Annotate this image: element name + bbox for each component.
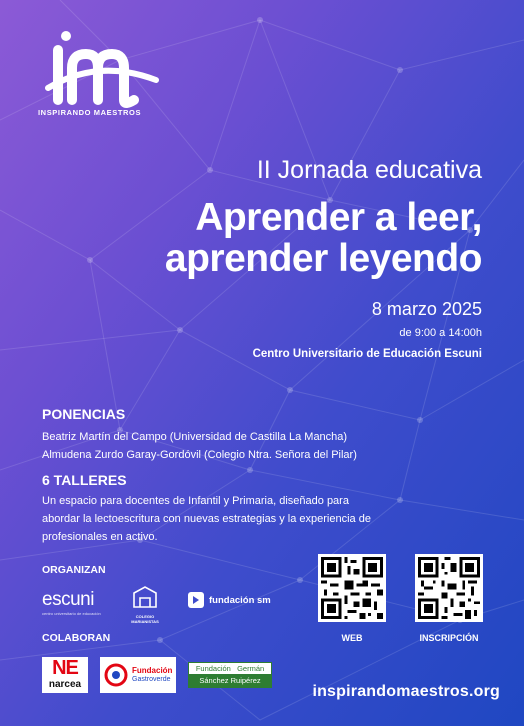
gastroverde-logo [100, 657, 176, 693]
event-subtitle: II Jornada educativa [256, 156, 482, 184]
marianistas-logo [128, 585, 162, 624]
fundacion-sm-text: fundación sm [209, 594, 271, 606]
qr-web-icon [321, 557, 383, 619]
talleres-line: Un espacio para docentes de Infantil y Primaria, diseñado para [42, 495, 349, 507]
fgsr-logo [188, 662, 272, 688]
qr-inscripcion-label: INSCRIPCIÓN [419, 633, 479, 643]
sm-icon [188, 592, 204, 608]
escuni-wordmark: escuni [42, 589, 94, 610]
website-link[interactable]: inspirandomaestros.org [312, 683, 500, 700]
fgsr-line-1: Fundación Germán [195, 664, 265, 673]
talleres-description [42, 492, 371, 546]
colaboran-heading: COLABORAN [42, 632, 111, 644]
narcea-text: narcea [48, 679, 82, 690]
escuni-logo [42, 589, 101, 616]
gastroverde-emblem-icon [103, 662, 129, 688]
gastroverde-line-2: Gastroverde [132, 676, 171, 683]
ponencias-list [42, 428, 357, 464]
qr-code-inscripcion[interactable] [415, 554, 483, 622]
talleres-line: profesionales en activo. [42, 531, 158, 543]
talleres-line: abordar la lectoescritura con nuevas estrategias y la experiencia de [42, 513, 371, 525]
narcea-logo [42, 657, 88, 693]
title-line-1: Aprender a leer, [195, 196, 482, 239]
building-icon [132, 585, 158, 609]
event-venue: Centro Universitario de Educación Escuni [252, 348, 482, 360]
event-time: de 9:00 a 14:00h [399, 327, 482, 339]
gastroverde-text [132, 666, 172, 684]
gastroverde-line-1: Fundación [132, 666, 173, 675]
title-line-2: aprender leyendo [164, 237, 482, 280]
event-date: 8 marzo 2025 [371, 299, 482, 319]
speaker-item: Almudena Zurdo Garay-Gordóvil (Colegio Ntra. Señora del Pilar) [42, 449, 357, 461]
logo-text: INSPIRANDO MAESTROS [38, 108, 142, 117]
escuni-subtext: centro universitario de educación [42, 611, 101, 616]
ponencias-heading: PONENCIAS [42, 406, 126, 422]
qr-code-web[interactable] [318, 554, 386, 622]
organizan-heading: ORGANIZAN [42, 564, 106, 576]
talleres-heading: 6 TALLERES [42, 472, 127, 488]
marianistas-text: COLEGIO MARIANISTAS [131, 614, 159, 624]
fgsr-line-2: Sánchez Ruipérez [189, 674, 271, 687]
narcea-mark: NE [52, 657, 78, 679]
speaker-item: Beatriz Martín del Campo (Universidad de Castilla La Mancha) [42, 431, 348, 443]
qr-web-label: WEB [341, 633, 363, 643]
im-logo-mark [38, 28, 168, 108]
inspirando-maestros-logo [38, 28, 168, 117]
fundacion-sm-logo [188, 592, 271, 608]
event-title [165, 197, 482, 279]
qr-inscripcion-icon [418, 557, 480, 619]
